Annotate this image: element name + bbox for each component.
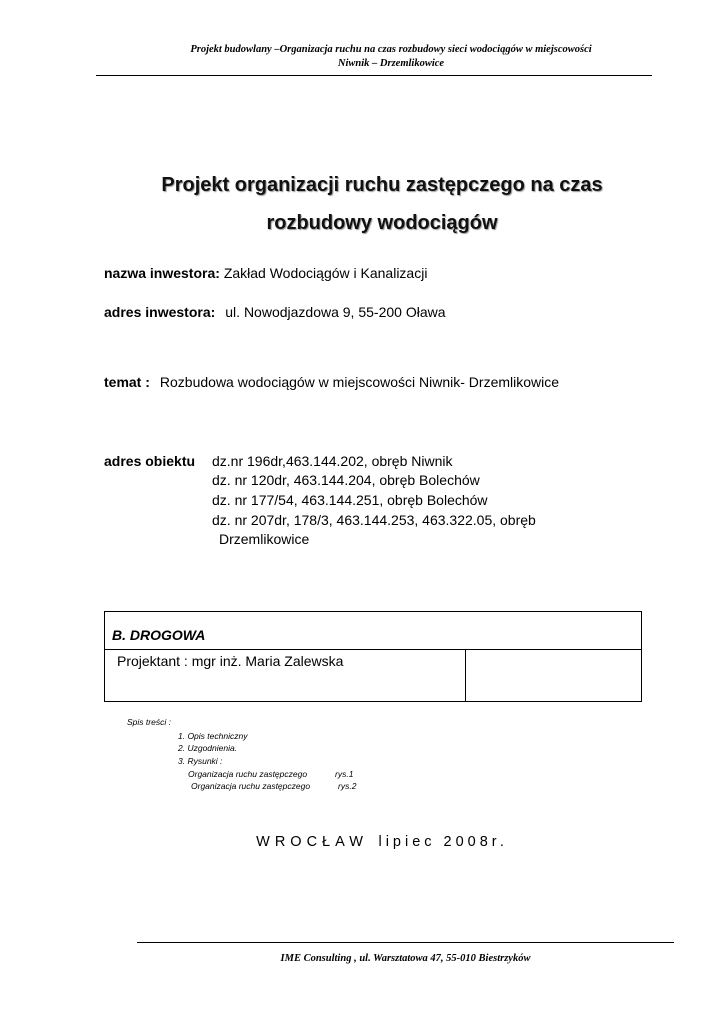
toc-item: 1. Opis techniczny xyxy=(178,731,248,741)
subject-field xyxy=(104,374,559,390)
investor-name-label: nazwa inwestora: xyxy=(104,265,220,281)
page-header-line-2: Niwnik – Drzemlikowice xyxy=(337,58,445,69)
object-address-line: dz. nr 207dr, 178/3, 463.144.253, 463.322.05, obręb xyxy=(212,512,536,528)
investor-name-field xyxy=(104,265,427,281)
object-address-line: dz. nr 177/54, 463.144.251, obręb Bolechów xyxy=(212,492,488,508)
investor-name-value: Zakład Wodociągów i Kanalizacji xyxy=(223,265,428,281)
box-horizontal-divider xyxy=(104,649,642,650)
document-title-line-2: rozbudowy wodociągów xyxy=(266,212,498,234)
object-address-line: dz. nr 120dr, 463.144.204, obręb Bolechów xyxy=(212,472,480,488)
subject-value: Rozbudowa wodociągów w miejscowości Niwnik- Drzemlikowice xyxy=(159,374,560,390)
date: lipiec 2008r. xyxy=(378,834,508,850)
table-of-contents-heading: Spis treści : xyxy=(127,717,171,727)
object-address-line: dz.nr 196dr,463.144.202, obręb Niwnik xyxy=(212,453,453,469)
investor-address-label: adres inwestora: xyxy=(104,304,216,320)
toc-drawing-ref: rys.1 xyxy=(335,769,354,779)
toc-item: 3. Rysunki : xyxy=(178,756,223,766)
subject-label: temat : xyxy=(104,374,150,390)
toc-item: 2. Uzgodnienia. xyxy=(178,743,238,753)
city: WROCŁAW xyxy=(256,834,368,850)
designer-name: Projektant : mgr inż. Maria Zalewska xyxy=(117,653,344,669)
investor-address-value: ul. Nowodjazdowa 9, 55-200 Oława xyxy=(225,304,446,320)
investor-address-field xyxy=(104,304,446,320)
object-address-field xyxy=(104,453,195,469)
page-header-line-1: Projekt budowlany –Organizacja ruchu na czas rozbudowy sieci wodociągów w miejscowości xyxy=(190,44,592,55)
object-address-line: Drzemlikowice xyxy=(219,531,310,547)
toc-drawing-label: Organizacja ruchu zastępczego xyxy=(188,769,308,779)
toc-drawing-item xyxy=(188,769,354,779)
page-footer: IME Consulting , ul. Warsztatowa 47, 55-010 Biestrzyków xyxy=(280,953,531,964)
box-vertical-divider xyxy=(465,649,466,702)
object-address-label: adres obiektu xyxy=(104,453,196,469)
toc-drawing-label: Organizacja ruchu zastępczego xyxy=(191,781,311,791)
header-divider xyxy=(96,75,652,76)
document-title-line-1: Projekt organizacji ruchu zastępczego na czas xyxy=(161,174,603,196)
section-title: B. DROGOWA xyxy=(112,627,206,643)
toc-drawing-item xyxy=(191,781,357,791)
footer-divider xyxy=(137,942,674,943)
place-and-date xyxy=(100,834,664,850)
toc-drawing-ref: rys.2 xyxy=(338,781,357,791)
